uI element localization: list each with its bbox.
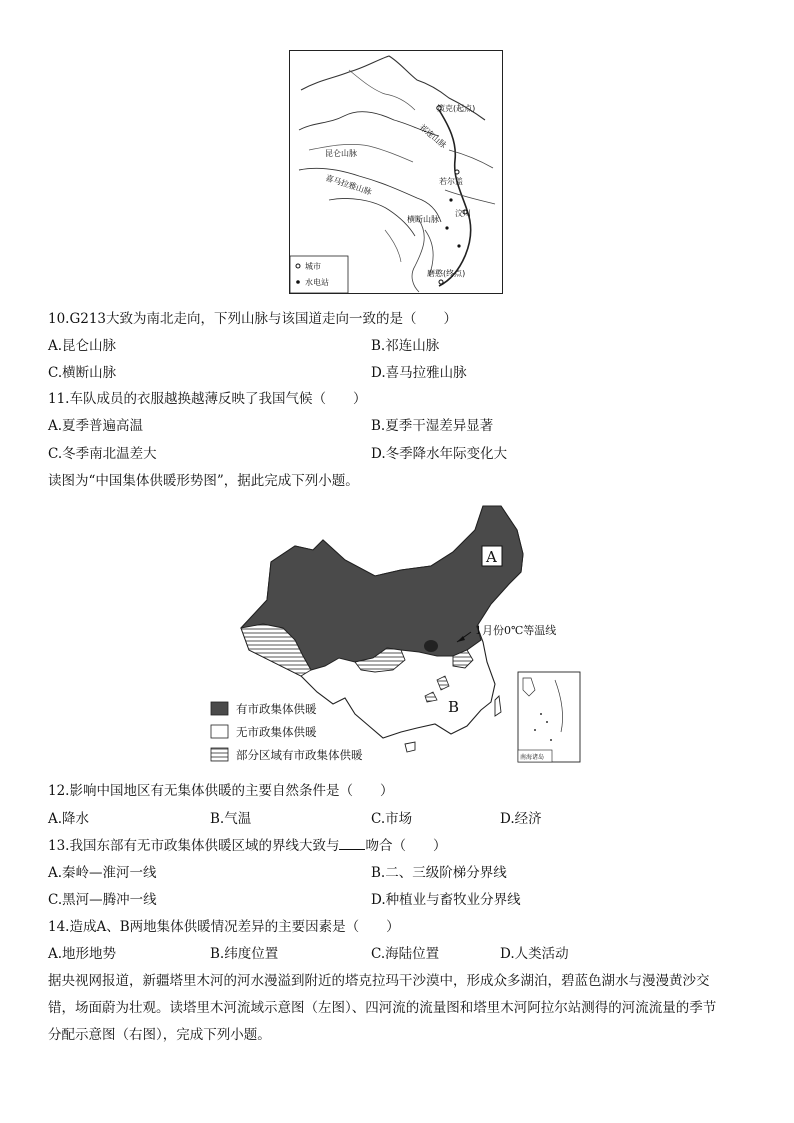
- label-a: A: [486, 548, 497, 566]
- q10-option-d[interactable]: D.喜马拉雅山脉: [371, 365, 467, 381]
- q12-stem: 12.影响中国地区有无集体供暖的主要自然条件是（ ）: [48, 783, 394, 799]
- q14-option-a[interactable]: A.地形地势: [48, 946, 117, 962]
- passage-line-1: 据央视网报道，新疆塔里木河的河水漫溢到附近的塔克拉玛干沙漠中，形成众多湖泊，碧蓝色湖水与漫漫黄沙交: [48, 973, 710, 989]
- q10-option-a[interactable]: A.昆仑山脉: [48, 338, 117, 354]
- q11-option-a[interactable]: A.夏季普遍高温: [48, 418, 144, 434]
- isotherm-label: 1月份0℃等温线: [475, 624, 557, 637]
- legend-heated: 有市政集体供暖: [236, 702, 317, 716]
- city-b-label: 汶川: [455, 209, 471, 218]
- route-map: [289, 50, 503, 294]
- intro-heating-map: 读图为“中国集体供暖形势图”，据此完成下列小题。: [48, 473, 359, 489]
- q10-option-b[interactable]: B.祁连山脉: [371, 338, 440, 354]
- q14-stem: 14.造成A、B两地集体供暖情况差异的主要因素是（ ）: [48, 919, 400, 935]
- q13-option-a[interactable]: A.秦岭—淮河一线: [48, 865, 157, 881]
- passage-line-2: 错，场面蔚为壮观。读塔里木河流域示意图（左图）、四河流的流量图和塔里木河阿拉尔站测得的河流流量的季节: [48, 1000, 717, 1016]
- passage-line-3: 分配示意图（右图），完成下列小题。: [48, 1027, 271, 1043]
- q11-option-c[interactable]: C.冬季南北温差大: [48, 446, 157, 462]
- heating-map-svg: [205, 500, 585, 770]
- legend-partial: 部分区域有市政集体供暖: [236, 748, 363, 762]
- q13-stem: [48, 837, 446, 855]
- q13-stem-post: 吻合（ ）: [365, 838, 447, 854]
- q14-option-d[interactable]: D.人类活动: [500, 946, 569, 962]
- q13-option-b[interactable]: B.二、三级阶梯分界线: [371, 865, 507, 881]
- q10-option-c[interactable]: C.横断山脉: [48, 365, 117, 381]
- q12-option-c[interactable]: C.市场: [371, 811, 413, 827]
- q14-option-b[interactable]: B.纬度位置: [210, 946, 279, 962]
- q13-blank: [339, 837, 365, 850]
- legend-city: 城市: [305, 262, 321, 271]
- inset-label: 南海诸岛: [520, 754, 545, 761]
- q14-option-c[interactable]: C.海陆位置: [371, 946, 440, 962]
- q10-stem: 10.G213大致为南北走向，下列山脉与该国道走向一致的是（ ）: [48, 311, 458, 327]
- qilian-label: 祁连山脉: [417, 122, 449, 151]
- q11-option-b[interactable]: B.夏季干湿差异显著: [371, 418, 494, 434]
- legend-station: 水电站: [305, 278, 329, 287]
- q11-option-d[interactable]: D.冬季降水年际变化大: [371, 446, 508, 462]
- q13-stem-pre: 13.我国东部有无市政集体供暖区域的界线大致与: [48, 838, 340, 854]
- q12-option-b[interactable]: B.气温: [210, 811, 252, 827]
- q12-option-d[interactable]: D.经济: [500, 811, 542, 827]
- start-label: 策克(起点): [437, 104, 476, 113]
- heating-map: [205, 500, 585, 770]
- label-b: B: [448, 698, 460, 716]
- hengduan-label: 横断山脉: [407, 215, 439, 224]
- q13-option-d[interactable]: D.种植业与畜牧业分界线: [371, 892, 521, 908]
- legend-none: 无市政集体供暖: [236, 725, 317, 739]
- route-map-svg: [289, 50, 503, 294]
- end-label: 磨憨(终点): [427, 269, 466, 278]
- himalaya-label: 喜马拉雅山脉: [324, 173, 373, 197]
- q13-option-c[interactable]: C.黑河—腾冲一线: [48, 892, 157, 908]
- q11-stem: 11.车队成员的衣服越换越薄反映了我国气候（ ）: [48, 391, 367, 407]
- kunlun-label: 昆仑山脉: [325, 149, 357, 158]
- city-a-label: 若尔盖: [439, 177, 463, 186]
- q12-option-a[interactable]: A.降水: [48, 811, 90, 827]
